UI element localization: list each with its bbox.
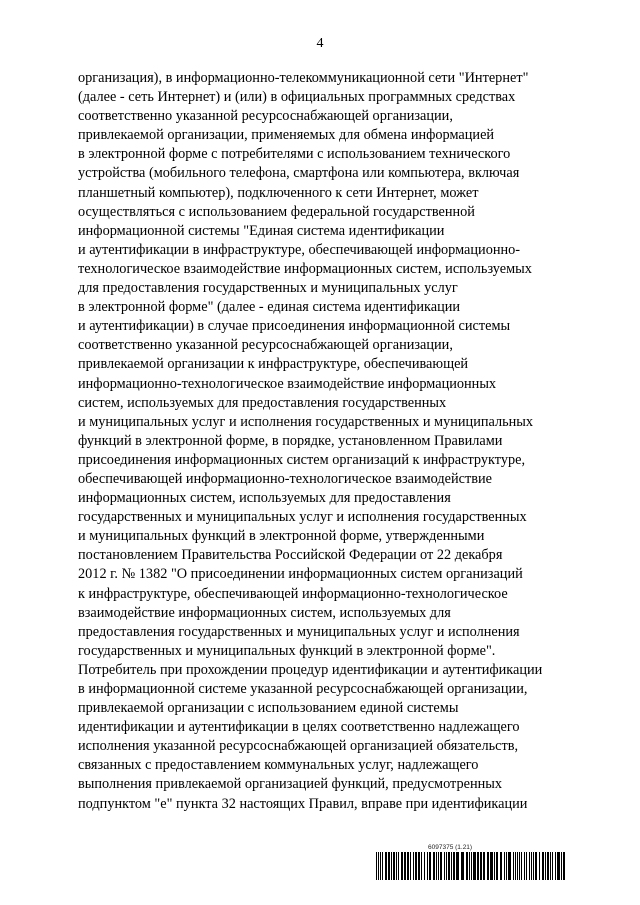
text-line: привлекаемой организации, применяемых для обмена информацией xyxy=(78,127,495,144)
text-line: подпунктом "е" пункта 32 настоящих Правил, вправе при идентификации xyxy=(78,795,528,812)
text-line: технологическое взаимодействие информационных систем, используемых xyxy=(78,260,532,277)
text-line: в электронной форме" (далее - единая система идентификации xyxy=(78,299,461,316)
text-line: выполнения привлекаемой организацией функций, предусмотренных xyxy=(78,776,503,793)
text-line: и аутентификации) в случае присоединения информационной системы xyxy=(78,318,511,335)
text-line: государственных и муниципальных услуг и исполнения государственных xyxy=(78,509,527,526)
body-text xyxy=(78,69,566,814)
text-line: предоставления государственных и муниципальных услуг и исполнения xyxy=(78,623,520,640)
text-line: привлекаемой организации с использованием единой системы xyxy=(78,700,459,717)
text-line: идентификации и аутентификации в целях соответственно надлежащего xyxy=(78,719,520,736)
text-line: и аутентификации в инфраструктуре, обеспечивающей информационно- xyxy=(78,241,521,258)
text-line: в информационной системе указанной ресурсоснабжающей организации, xyxy=(78,681,528,697)
text-line: (далее - сеть Интернет) и (или) в официальных программных средствах xyxy=(78,89,516,106)
text-line: организация), в информационно-телекоммуникационной сети "Интернет" xyxy=(78,70,529,86)
text-line: функций в электронной форме, в порядке, установленном Правилами xyxy=(78,432,503,449)
text-line: соответственно указанной ресурсоснабжающей организации, xyxy=(78,108,453,125)
page-number: 4 xyxy=(316,36,324,51)
text-line: соответственно указанной ресурсоснабжающей организации, xyxy=(78,337,453,354)
text-line: в электронной форме с потребителями с использованием технического xyxy=(78,146,511,163)
document-code: 6097375 (1.21) xyxy=(428,844,473,851)
text-line: к инфраструктуре, обеспечивающей информационно-технологическое xyxy=(78,585,508,602)
text-line: информационной системы "Единая система идентификации xyxy=(78,222,445,239)
text-line: постановлением Правительства Российской Федерации от 22 декабря xyxy=(78,547,503,564)
text-line: и муниципальных услуг и исполнения государственных и муниципальных xyxy=(78,413,534,430)
text-line: 2012 г. № 1382 "О присоединении информационных систем организаций xyxy=(78,566,523,583)
text-line: систем, используемых для предоставления государственных xyxy=(78,394,447,411)
text-line: Потребитель при прохождении процедур идентификации и аутентификации xyxy=(78,661,543,678)
text-line: для предоставления государственных и муниципальных услуг xyxy=(78,280,458,297)
text-line: осуществляться с использованием федеральной государственной xyxy=(78,203,475,220)
text-line: взаимодействие информационных систем, используемых для xyxy=(78,604,451,621)
text-line: связанных с предоставлением коммунальных услуг, надлежащего xyxy=(78,757,479,774)
text-line: планшетный компьютер), подключенного к сети Интернет, может xyxy=(78,184,479,201)
barcode-icon xyxy=(376,852,566,880)
text-line: исполнения указанной ресурсоснабжающей организацией обязательств, xyxy=(78,738,519,755)
text-line: привлекаемой организации к инфраструктуре, обеспечивающей xyxy=(78,356,469,373)
text-line: обеспечивающей информационно-технологическое взаимодействие xyxy=(78,470,492,487)
text-line: информационных систем, используемых для предоставления xyxy=(78,490,451,507)
text-line: информационно-технологическое взаимодействие информационных xyxy=(78,375,497,392)
text-line: устройства (мобильного телефона, смартфона или компьютера, включая xyxy=(78,165,520,182)
text-line: государственных и муниципальных функций в электронной форме". xyxy=(78,642,496,659)
text-line: и муниципальных функций в электронной форме, утвержденными xyxy=(78,528,485,545)
text-line: присоединения информационных систем организаций к инфраструктуре, xyxy=(78,451,526,468)
